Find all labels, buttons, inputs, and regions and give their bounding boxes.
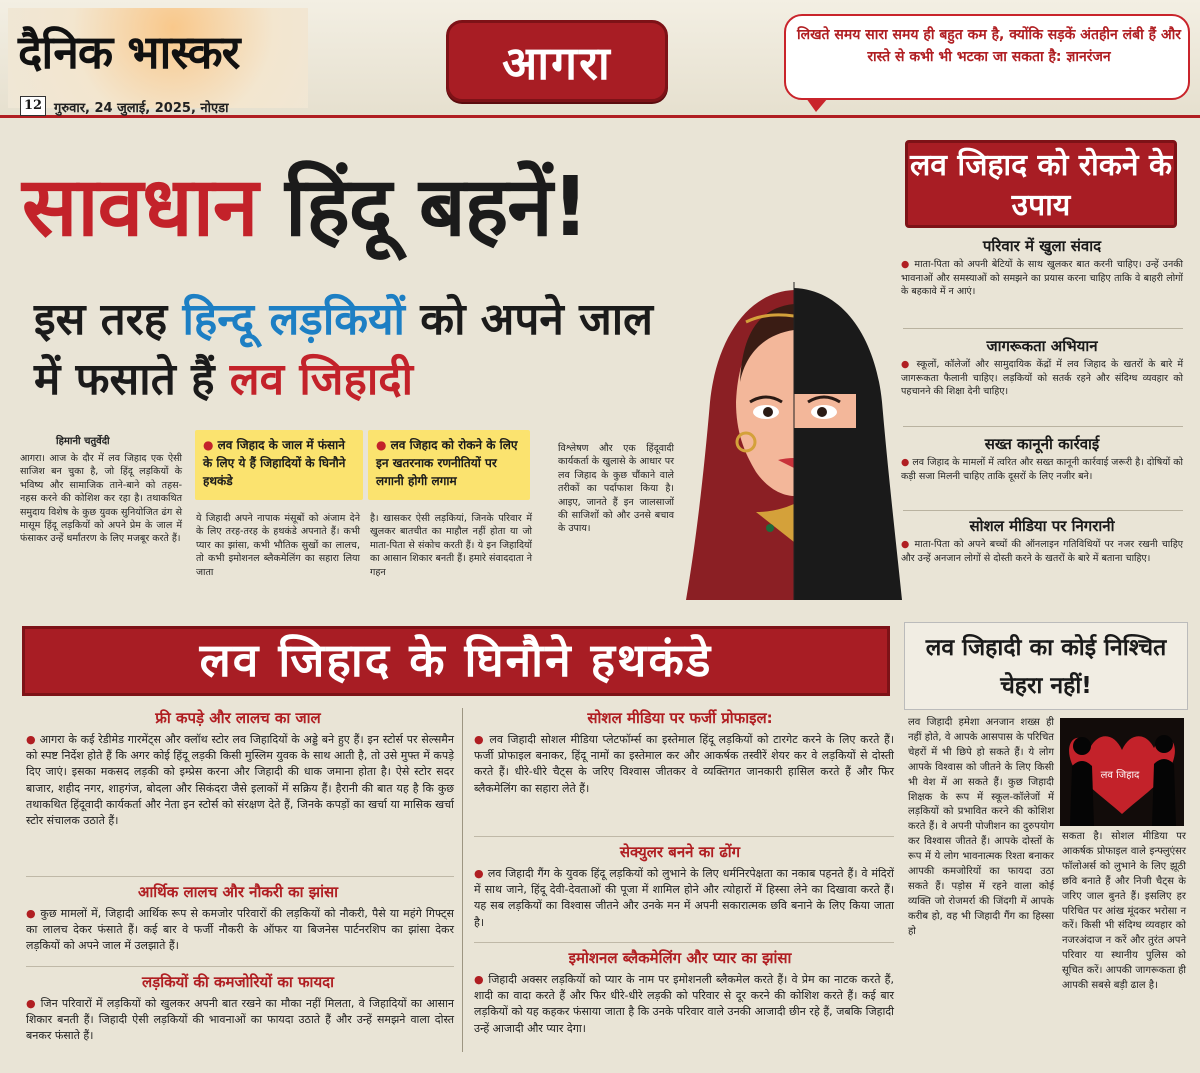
tactic-title: सेक्युलर बनने का ढोंग [619,843,741,861]
remedy-body: ● लव जिहाद के मामलों में त्वरित और सख्त कानूनी कार्रवाई जरूरी है। दोषियों को कड़ी सजा मिलनी चाहिए ताकि दूसरों के लिए नजीर बने। [901,457,1184,482]
intro-column-1: आगरा। आज के दौर में लव जिहाद एक ऐसी साजिश बन चुका है, जो हिंदू लड़कियों के भविष्य और सामाजिक ताने-बाने को तहस-नहस करने की कोशिश कर रहा है। तथाकथित समुदाय विशेष के कुछ युवक सुनियोजित ढंग से मासूम हिंदू लड़कियों को अपने प्रेम के जाल में फंसाकर उन्हें धर्मांतरण के लिए मजबूर करते हैं। [20,453,182,545]
byline: हिमानी चतुर्वेदी [56,436,110,447]
bullet-icon: ● [474,973,489,986]
dateline: गुरुवार, 24 जुलाई, 2025, नोएडा [54,101,229,116]
page-number: 12 [20,96,46,116]
highlight-box-2 [368,430,530,500]
couple-silhouette-photo [1060,718,1184,826]
bullet-icon: ● [901,457,913,468]
subhead-part-1: इस तरह [34,294,168,345]
quote-text: लिखते समय सारा समय ही बहुत कम है, क्योंकि सड़कें अंतहीन लंबी हैं और रास्ते से कभी भी भटका जा सकता है: ज्ञानरंजन [796,27,1182,65]
city-name: आगरा [502,36,612,90]
remedy-body: ● माता-पिता को अपनी बेटियों के साथ खुलकर बात करनी चाहिए। उन्हें उनकी भावनाओं और समस्याओं को समझने का प्रयास करना चाहिए ताकि वे बाहरी लोगों के बहकावे में न आएं। [901,259,1184,298]
divider [26,876,454,877]
illustration-svg [686,282,902,600]
bullet-icon: ● [901,539,915,550]
burqa-woman-illustration [686,282,902,600]
tactic-body: ● लव जिहादी सोशल मीडिया प्लेटफॉर्म्स का इस्तेमाल हिंदू लड़कियों को टारगेट करने के लिए करते हैं। फर्जी प्रोफाइल बनाकर, हिंदू नामों का इस्तेमाल कर और आकर्षक तस्वीरें शेयर कर वे लड़कियों से दोस्ती करते हैं। धीरे-धीरे चैट्स के जरिए विश्वास जीतकर वे व्यक्तिगत जानकारी हासिल करते हैं और फिर ब्लैकमेलिंग का सहारा लेते हैं। [474,733,894,795]
remedy-title: सोशल मीडिया पर निगरानी [969,517,1115,535]
remedy-body: ● माता-पिता को अपने बच्चों की ऑनलाइन गतिविधियों पर नजर रखनी चाहिए और उन्हें अनजान लोगों से दोस्ती करने के खतरों के बारे में बताना चाहिए। [901,539,1184,564]
intro-column-3: है। खासकर ऐसी लड़कियां, जिनके परिवार में खुलकर बातचीत का माहौल नहीं होता या जो माता-पिता से संकोच करती हैं। ये इन जिहादियों का आसान शिकार बनती हैं। हमारे संवाददाता ने गहन [370,513,532,578]
remedy-item [897,434,1187,483]
tactic-body: ● आगरा के कई रेडीमेड गारमेंट्स और क्लॉथ स्टोर लव जिहादियों के अड्डे बने हुए हैं। इन स्टोर्स पर सेल्समैन को स्पष्ट निर्देश होते हैं कि अगर कोई हिंदू लड़की किसी मुस्लिम युवक के साथ आती है, तो उसे मुफ्त में कपड़े दिए जाएं। इसका मकसद लड़की को इम्प्रेस करना और जिहादी की धाक जमाना होता है। ऐसे स्टोर सदर बाजार, शहीद नगर, शाहगंज, बोदला और सिकंदरा जैसे इलाकों में सक्रिय हैं। हैरानी की बात यह है कि कुछ तथाकथित हिंदूवादी कार्यकर्ता और नेता इन स्टोर्स को संरक्षण देते हैं, जिनके कपड़ों का खर्चा या मासिक खर्चा स्टोर संचालक उठाते हैं। [26,733,454,828]
remedy-title: जागरूकता अभियान [986,337,1098,355]
subheadline [34,290,694,410]
intro-column-2: ये जिहादी अपने नापाक मंसूबों को अंजाम देने के लिए तरह-तरह के हथकंडे अपनाते हैं। कभी प्यार का झांसा, कभी भौतिक सुखों का लालच, तो कभी इमोशनल ब्लैकमेलिंग का सहारा लिया जाता [196,513,360,578]
divider [26,966,454,967]
bullet-icon: ● [474,867,488,880]
remedy-item [897,516,1187,565]
tactic-body: ● जिहादी अक्सर लड़कियों को प्यार के नाम पर इमोशनली ब्लैकमेल करते हैं। वे प्रेम का नाटक करते हैं, शादी का वादा करते हैं और फिर धीरे-धीरे लड़की को परिवार से दूर करने की कोशिश करते हैं। कई बार लड़कियों को यह कहकर फंसाया जाता है कि उनके परिवार वाले उनकी आजादी छीन रहे हैं, जबकि जिहादी उन्हें आजादी और प्यार देगा। [474,973,894,1035]
highlight-box-1 [195,430,363,500]
photo-label: लव जिहाद [1100,770,1140,781]
remedy-item [897,336,1187,399]
bullet-icon: ● [901,259,915,270]
subhead-part-4: लव जिहादी [229,354,413,405]
bullet-icon: ● [901,359,917,370]
subhead-part-3: को अपने जाल में फसाते हैं [34,294,654,405]
highlight-box-1-text: लव जिहाद के जाल में फंसाने के लिए ये हैं जिहादियों के घिनौने हथकंडे [203,438,346,488]
section-banner: लव जिहाद के घिनौने हथकंडे [22,626,890,696]
highlight-box-2-text: लव जिहाद को रोकने के लिए इन खतरनाक रणनीतियों पर लगानी होगी लगाम [376,438,518,488]
quote-bubble [784,14,1190,100]
remedy-title: परिवार में खुला संवाद [982,237,1102,255]
remedies-heading: लव जिहाद को रोकने के उपाय [905,140,1177,228]
divider [903,328,1183,329]
bullet-icon: ● [474,733,490,746]
face-box-column-1: लव जिहादी हमेशा अनजान शख्स ही नहीं होते, वे आपके आसपास के परिचित चेहरों में भी छिपे हो सकते हैं। ये लोग आपके विश्वास को जीतने के लिए किसी भी वेश में आ सकते हैं। कुछ जिहादी शिक्षक के रूप में स्कूल-कॉलेजों में लड़कियों को प्रभावित करने की कोशिश करते हैं। वे अपनी पोजीशन का दुरुपयोग कर विश्वास जीतते हैं। आपके दोस्तों के रूप में ये लोग भावनात्मक रिश्ता बनाकर आपकी कमजोरियों का फायदा उठा सकते हैं। पड़ोस में रहने वाला कोई व्यक्ति जो रोजमर्रा की जिंदगी में आपके करीब हो, वह भी जिहादी गैंग का हिस्सा हो [908,717,1054,937]
couple-silhouette-svg [1060,718,1184,826]
tactic-title: लड़कियों की कमजोरियों का फायदा [142,973,334,991]
divider [474,942,894,943]
column-rule [462,708,463,1052]
tactic-title: इमोशनल ब्लैकमेलिंग और प्यार का झांसा [568,949,792,967]
headline-part-1: सावधान [22,160,258,255]
bullet-icon: ● [26,907,41,920]
tactic-title: फ्री कपड़े और लालच का जाल [155,709,321,727]
intro-column-4: विश्लेषण और एक हिंदूवादी कार्यकर्ता के खुलासे के आधार पर लव जिहाद के कुछ चौंकाने वाले तरीकों का पर्दाफाश किया है। आइए, जानते हैं इन जालसाजों की साजिशों को और उनसे बचाव के उपाय। [558,443,674,535]
divider [903,426,1183,427]
logo-area [8,8,308,116]
face-box-column-2: सकता है। सोशल मीडिया पर आकर्षक प्रोफाइल वाले इन्फ्लुएंसर फॉलोअर्स को लुभाने के लिए झूठी छवि बनाते हैं और निजी चैट्स के जरिए जाल बुनते हैं। इसलिए हर परिचित पर आंख मूंदकर भरोसा न करें। किसी भी संदिग्ध व्यवहार को नजरअंदाज न करें और तुरंत अपने परिवार या स्थानीय पुलिस को सूचित करें। आपकी जागरूकता ही आपकी सबसे बड़ी ढाल है। [1062,831,1186,992]
divider [474,836,894,837]
tactic-body: ● जिन परिवारों में लड़कियों को खुलकर अपनी बात रखने का मौका नहीं मिलता, वे जिहादियों का आसान शिकार बनती हैं। जिहादी ऐसी लड़कियों की भावनाओं का फायदा उठाते हैं और उन्हें समझने वाला दोस्त बनकर फंसाते हैं। [26,997,454,1043]
newspaper-logo: दैनिक भास्कर [18,25,240,79]
city-badge [446,20,668,102]
bullet-icon: ● [26,733,40,746]
tactic-body: ● लव जिहादी गैंग के युवक हिंदू लड़कियों को लुभाने के लिए धर्मनिरपेक्षता का नकाब पहनते हैं। वे मंदिरों में साथ जाने, हिंदू देवी-देवताओं की पूजा में शामिल होने और त्योहारों में हिस्सा लेने का दिखावा करते हैं। यह सब लड़कियों का विश्वास जीतने और उनके मन में अपनी सकारात्मक छवि बनाने के लिए किया जाता है। [474,867,894,929]
masthead [0,0,1200,118]
remedy-item [897,236,1187,299]
headline-part-2: हिंदू बहनें! [285,160,589,255]
face-box-heading: लव जिहादी का कोई निश्चित चेहरा नहीं! [904,622,1188,710]
remedy-title: सख्त कानूनी कार्रवाई [984,435,1100,453]
tactic-title: सोशल मीडिया पर फर्जी प्रोफाइल: [587,709,773,727]
main-headline [22,160,588,256]
remedy-body: ● स्कूलों, कॉलेजों और सामुदायिक केंद्रों में लव जिहाद के खतरों के बारे में जागरूकता फैलानी चाहिए। लड़कियों को सतर्क रहने और संदिग्ध व्यवहार को पहचानने की शिक्षा देनी चाहिए। [901,359,1184,398]
subhead-part-2: हिन्दू लड़कियों [182,294,405,345]
bullet-icon: ● [26,997,41,1010]
tactic-title: आर्थिक लालच और नौकरी का झांसा [137,883,339,901]
divider [903,510,1183,511]
bullet-icon: ● [203,438,218,452]
bullet-icon: ● [376,438,391,452]
tactic-body: ● कुछ मामलों में, जिहादी आर्थिक रूप से कमजोर परिवारों की लड़कियों को नौकरी, पैसे या महंगे गिफ्ट्स का लालच देकर फंसाते हैं। कई बार वे फर्जी नौकरी के ऑफर या बिजनेस पार्टनरशिप का झांसा देकर लड़कियों को अपने जाल में उलझाते हैं। [26,907,454,953]
